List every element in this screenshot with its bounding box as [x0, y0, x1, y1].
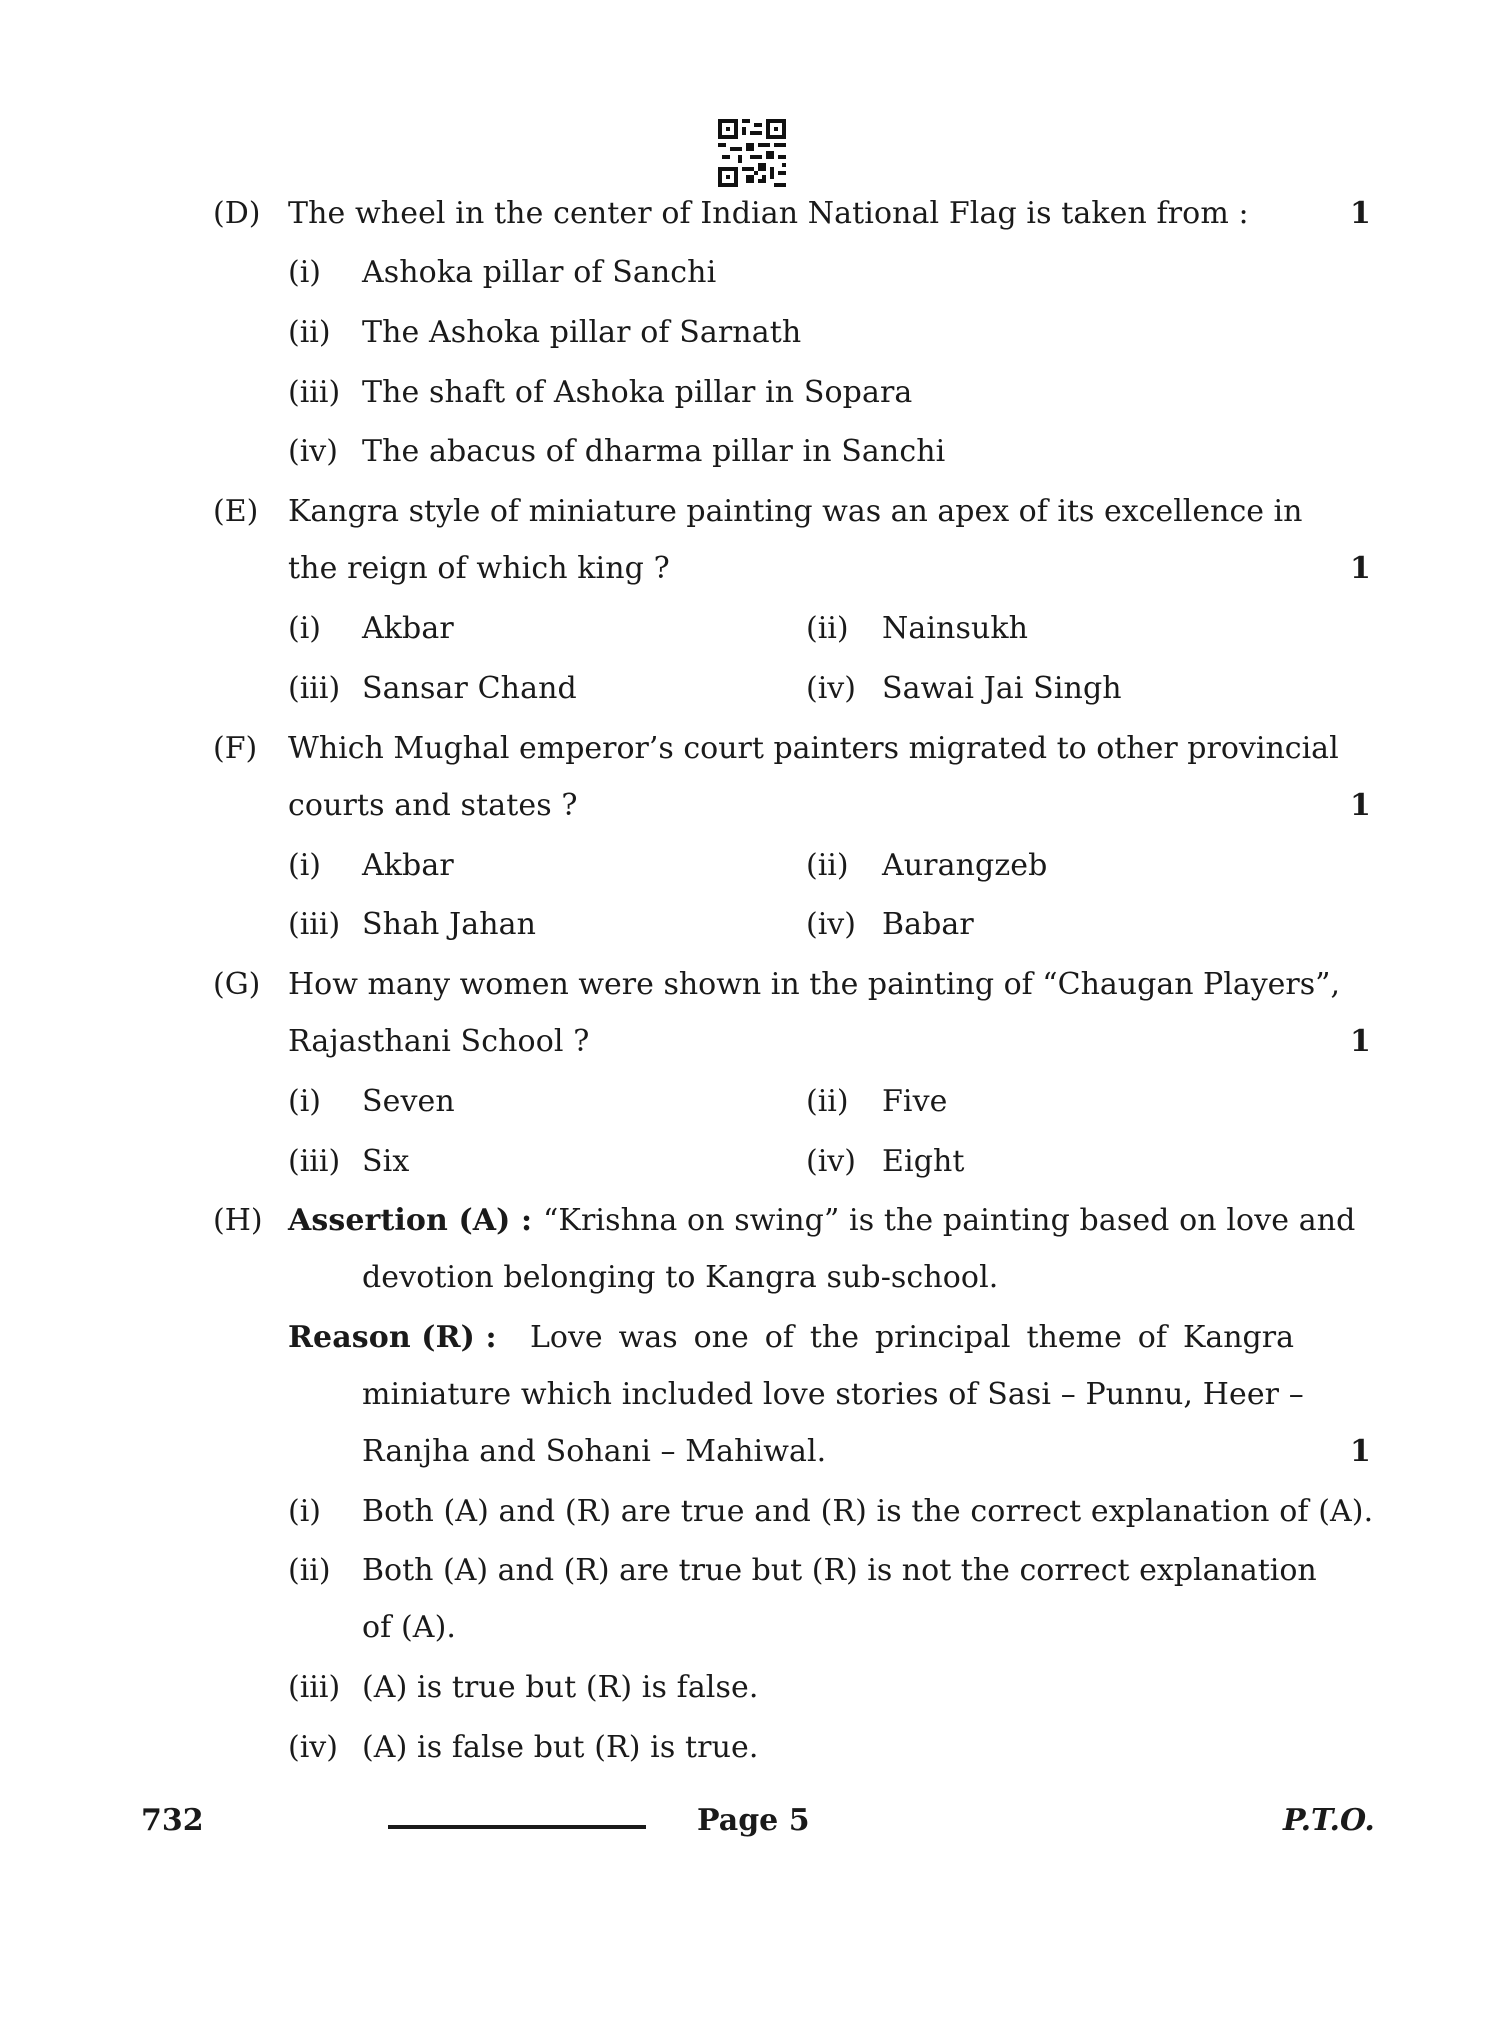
assertion-text-line1: “Krishna on swing” is the painting based on love and	[543, 1203, 1356, 1238]
option-text: Nainsukh	[882, 611, 1029, 646]
option-num: (ii)	[288, 315, 331, 350]
question-d-marks: 1	[1350, 196, 1371, 231]
reason-text-line2: miniature which included love stories of Sasi – Punnu, Heer –	[362, 1377, 1304, 1412]
option-text: Shah Jahan	[362, 907, 537, 942]
question-h-label: (H)	[213, 1203, 263, 1238]
reason-label: Reason (R) :	[288, 1320, 497, 1355]
question-g-marks: 1	[1350, 1024, 1371, 1059]
option-num: (iv)	[806, 1144, 856, 1179]
option-text: Akbar	[362, 848, 454, 883]
option-text: Eight	[882, 1144, 965, 1179]
option-num: (i)	[288, 848, 322, 883]
footer-divider	[388, 1825, 646, 1829]
option-text: The shaft of Ashoka pillar in Sopara	[362, 375, 913, 410]
question-f-text-line2: courts and states ?	[288, 788, 578, 823]
option-text: The abacus of dharma pillar in Sanchi	[362, 434, 946, 469]
option-num: (iv)	[288, 434, 338, 469]
question-e-label: (E)	[213, 494, 259, 529]
question-g-text-line1: How many women were shown in the painting of “Chaugan Players”,	[288, 967, 1341, 1002]
question-g-text-line2: Rajasthani School ?	[288, 1024, 590, 1059]
question-f-marks: 1	[1350, 788, 1371, 823]
option-num: (iii)	[288, 671, 341, 706]
option-text: Both (A) and (R) are true but (R) is not the correct explanation	[362, 1553, 1317, 1588]
option-text: Aurangzeb	[882, 848, 1048, 883]
option-num: (i)	[288, 255, 322, 290]
reason-text-line1: Love was one of the principal theme of Kangra	[530, 1320, 1294, 1355]
option-text: Seven	[362, 1084, 455, 1119]
option-text: Akbar	[362, 611, 454, 646]
option-num: (iii)	[288, 375, 341, 410]
option-num: (i)	[288, 1494, 322, 1529]
question-f-label: (F)	[213, 731, 258, 766]
option-text: Babar	[882, 907, 974, 942]
question-h-marks: 1	[1350, 1434, 1371, 1469]
assertion-label: Assertion (A) :	[288, 1203, 533, 1238]
option-text: (A) is false but (R) is true.	[362, 1730, 759, 1765]
option-num: (iv)	[806, 671, 856, 706]
option-num: (iii)	[288, 1144, 341, 1179]
option-num: (iv)	[806, 907, 856, 942]
option-num: (i)	[288, 1084, 322, 1119]
option-text: Sawai Jai Singh	[882, 671, 1122, 706]
reason-text-line3: Ranjha and Sohani – Mahiwal.	[362, 1434, 827, 1469]
option-text: Ashoka pillar of Sanchi	[362, 255, 717, 290]
option-num: (iii)	[288, 1670, 341, 1705]
question-d-text: The wheel in the center of Indian National Flag is taken from :	[288, 196, 1249, 231]
assertion-text-line2: devotion belonging to Kangra sub-school.	[362, 1260, 999, 1295]
option-text: Both (A) and (R) are true and (R) is the correct explanation of (A).	[362, 1494, 1374, 1529]
option-num: (ii)	[806, 1084, 849, 1119]
question-e-marks: 1	[1350, 551, 1371, 586]
paper-code: 732	[141, 1803, 204, 1838]
option-text: The Ashoka pillar of Sarnath	[362, 315, 802, 350]
question-f-text-line1: Which Mughal emperor’s court painters migrated to other provincial	[288, 731, 1339, 766]
option-text: (A) is true but (R) is false.	[362, 1670, 759, 1705]
question-e-text-line1: Kangra style of miniature painting was an apex of its excellence in	[288, 494, 1303, 529]
page-number: Page 5	[697, 1803, 810, 1838]
question-e-text-line2: the reign of which king ?	[288, 551, 670, 586]
option-num: (ii)	[806, 848, 849, 883]
question-g-label: (G)	[213, 967, 261, 1002]
option-text: Five	[882, 1084, 948, 1119]
pto-label: P.T.O.	[1283, 1803, 1375, 1838]
option-num: (iv)	[288, 1730, 338, 1765]
option-num: (ii)	[806, 611, 849, 646]
option-num: (iii)	[288, 907, 341, 942]
option-num: (ii)	[288, 1553, 331, 1588]
option-text: Sansar Chand	[362, 671, 577, 706]
question-d-label: (D)	[213, 196, 261, 231]
option-text-continued: of (A).	[362, 1610, 457, 1645]
option-num: (i)	[288, 611, 322, 646]
option-text: Six	[362, 1144, 410, 1179]
qr-code-icon	[718, 119, 786, 187]
